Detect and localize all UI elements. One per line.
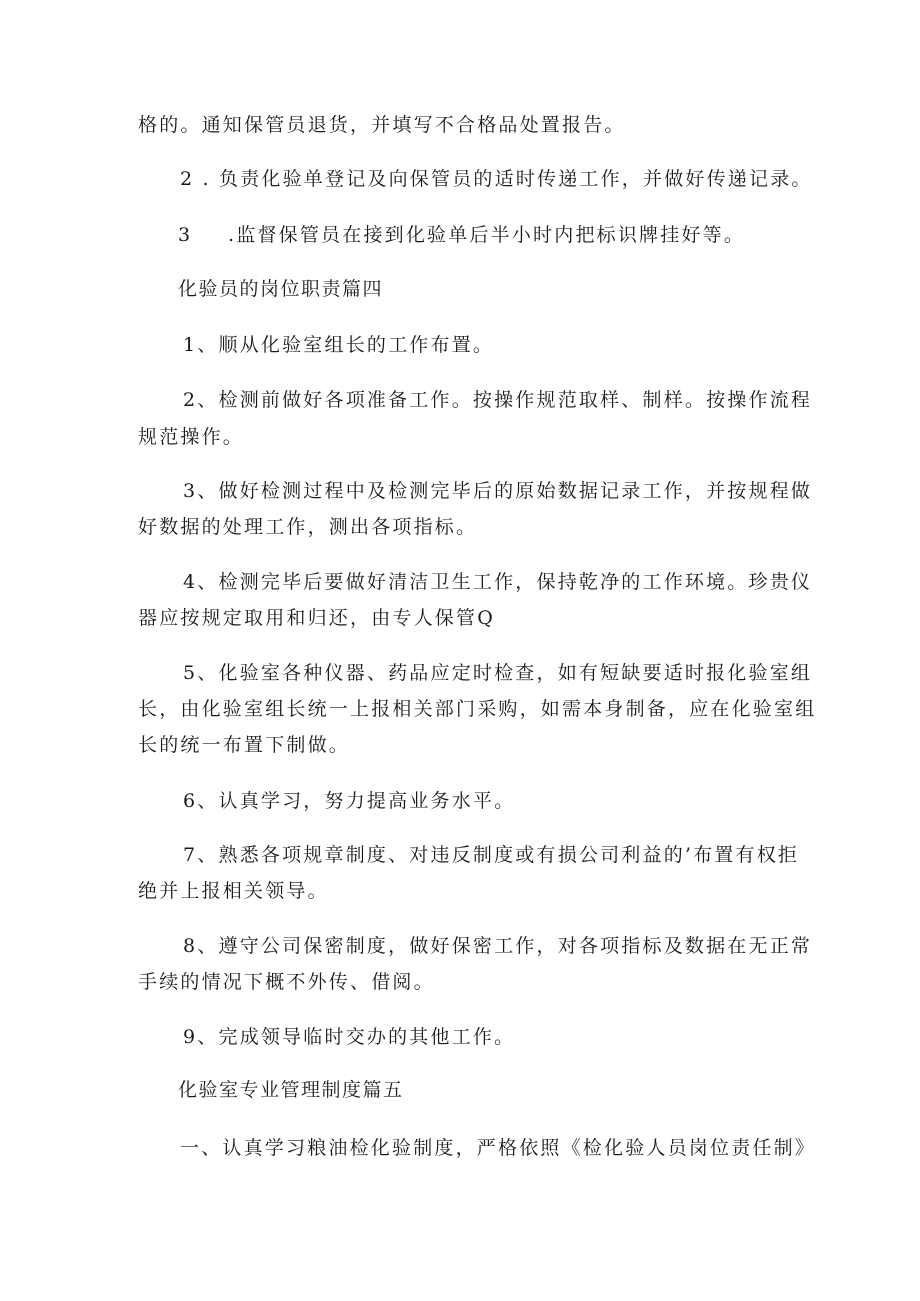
section-heading: 化验员的岗位职责篇四 xyxy=(178,278,384,300)
paragraph-line: 好数据的处理工作，测出各项指标。 xyxy=(138,516,478,538)
list-item: 8、遵守公司保密制度，做好保密工作，对各项指标及数据在无正常 xyxy=(183,935,813,957)
paragraph-line: 规范操作。 xyxy=(138,426,245,448)
paragraph-line: 格的。通知保管员退货，并填写不合格品处置报告。 xyxy=(138,114,626,136)
paragraph-line: 器应按规定取用和归还，由专人保管Q xyxy=(138,607,495,629)
list-item: 1、顺从化验室组长的工作布置。 xyxy=(183,334,495,356)
list-item: 5、化验室各种仪器、药品应定时检查，如有短缺要适时报化验室组 xyxy=(183,662,813,684)
paragraph-line: 手续的情况下概不外传、借阅。 xyxy=(138,971,435,993)
paragraph-line: .监督保管员在接到化验单后半小时内把标识牌挂好等。 xyxy=(228,224,746,246)
paragraph-line: 长的统一布置下制做。 xyxy=(138,734,351,756)
paragraph-line: 2 . 负责化验单登记及向保管员的适时传递工作，并做好传递记录。 xyxy=(180,168,813,190)
section-heading: 化验室专业管理制度篇五 xyxy=(178,1079,404,1101)
list-number: 3 xyxy=(178,224,191,246)
list-item: 6、认真学习，努力提高业务水平。 xyxy=(183,790,516,812)
list-item: 3、做好检测过程中及检测完毕后的原始数据记录工作，并按规程做 xyxy=(183,480,813,502)
paragraph-line: 长，由化验室组长统一上报相关部门采购，如需本身制备，应在化验室组 xyxy=(138,698,817,720)
list-item: 2、检测前做好各项准备工作。按操作规范取样、制样。按操作流程 xyxy=(183,389,813,411)
list-item: 4、检测完毕后要做好清洁卫生工作，保持乾净的工作环境。珍贵仪 xyxy=(183,571,813,593)
list-item: 7、熟悉各项规章制度、对违反制度或有损公司利益的’布置有权拒 xyxy=(183,844,800,866)
paragraph-line: 绝并上报相关领导。 xyxy=(138,880,329,902)
list-item: 9、完成领导临时交办的其他工作。 xyxy=(183,1026,516,1048)
list-item: 一、认真学习粮油检化验制度，严格依照《检化验人员岗位责任制》 xyxy=(180,1137,817,1159)
